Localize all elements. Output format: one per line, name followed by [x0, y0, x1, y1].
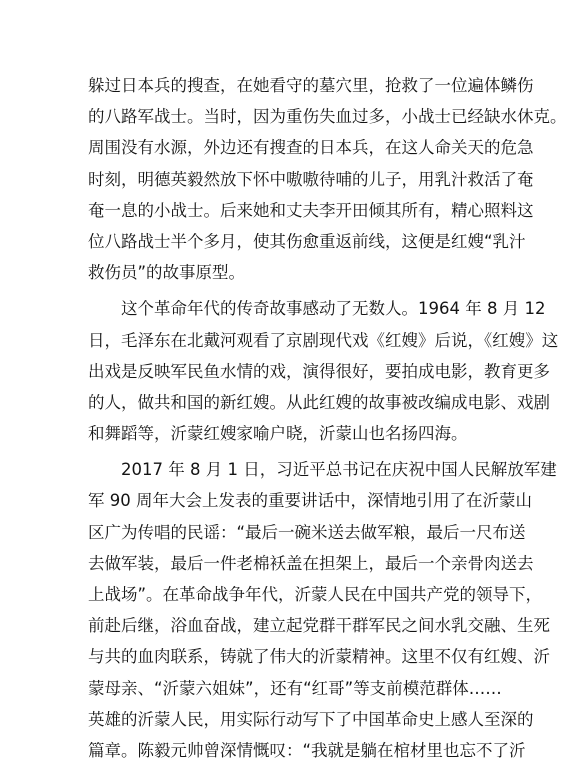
text-line: 去做军装，最后一件老棉袄盖在担架上，最后一个亲骨肉送去 [88, 553, 534, 573]
body-text [88, 70, 567, 766]
text-line: 的八路军战士。当时，因为重伤失血过多，小战士已经缺水休克。 [88, 107, 567, 127]
text-line: 周围没有水源，外边还有搜查的日本兵，在这人命关天的危急 [88, 138, 534, 158]
text-line: 蒙母亲、“沂蒙六姐妹”，还有“红哥”等支前模范群体…… [88, 678, 502, 698]
text-line: 救伤员”的故事原型。 [88, 263, 246, 283]
text-line: 和舞蹈等，沂蒙红嫂家喻户晓，沂蒙山也名扬四海。 [88, 424, 468, 444]
text-line: 日，毛泽东在北戴河观看了京剧现代戏《红嫂》后说，《红嫂》这 [88, 330, 559, 350]
text-line: 的人，做共和国的新红嫂。从此红嫂的故事被改编成电影、戏剧 [88, 392, 550, 412]
text-line: 上战场”。在革命战争年代，沂蒙人民在中国共产党的领导下， [88, 585, 543, 604]
text-line: 英雄的沂蒙人民，用实际行动写下了中国革命史上感人至深的 [88, 709, 534, 729]
text-line: 位八路战士半个多月，使其伤愈重返前线，这便是红嫂“乳汁 [88, 231, 526, 251]
text-line: 区广为传唱的民谣：“最后一碗米送去做军粮，最后一尺布送 [88, 522, 526, 542]
paragraph-3 [88, 454, 557, 766]
text-line: 出戏是反映军民鱼水情的戏，演得很好，要拍成电影，教育更多 [88, 361, 550, 381]
paragraph-2 [88, 293, 559, 449]
text-line: 2017 年 8 月 1 日，习近平总书记在庆祝中国人民解放军建 [121, 460, 557, 480]
text-line: 这个革命年代的传奇故事感动了无数人。1964 年 8 月 12 [121, 299, 546, 319]
text-line: 军 90 周年大会上发表的重要讲话中，深情地引用了在沂蒙山 [88, 491, 532, 511]
text-line: 奄一息的小战士。后来她和丈夫李开田倾其所有，精心照料这 [88, 200, 534, 220]
text-line: 躲过日本兵的搜查，在她看守的墓穴里，抢救了一位遍体鳞伤 [88, 76, 534, 95]
text-line: 前赴后继，浴血奋战，建立起党群干群军民之间水乳交融、生死 [88, 616, 550, 636]
text-line: 篇章。陈毅元帅曾深情慨叹：“我就是躺在棺材里也忘不了沂 [88, 740, 526, 760]
paragraph-1 [88, 70, 567, 288]
text-line: 与共的血肉联系，铸就了伟大的沂蒙精神。这里不仅有红嫂、沂 [88, 647, 550, 667]
text-line: 时刻，明德英毅然放下怀中嗷嗷待哺的儿子，用乳汁救活了奄 [88, 169, 534, 189]
